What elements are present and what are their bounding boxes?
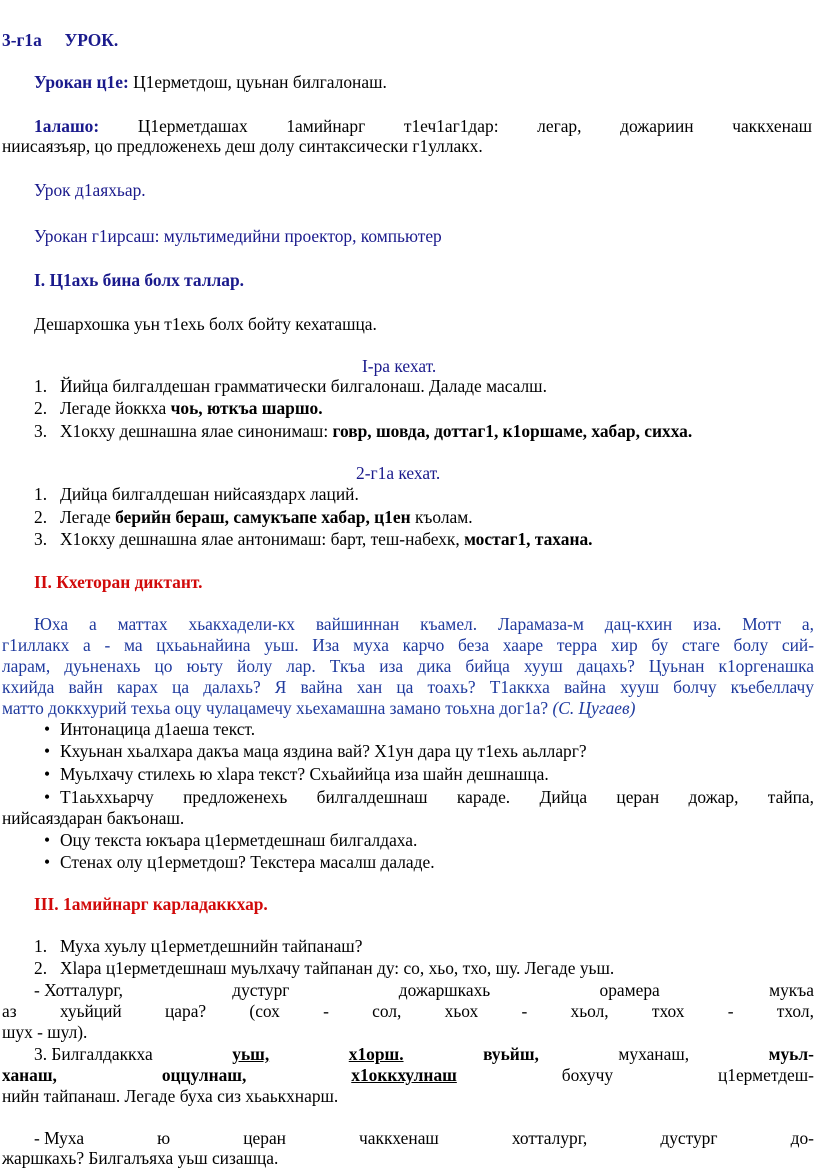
word: тхол,: [776, 1001, 814, 1021]
question-item: [34, 830, 417, 851]
card-2-item: [34, 507, 473, 528]
item-number: 2.: [34, 958, 48, 978]
topic-text: Ц1ерметдош, цуьнан билгалонаш.: [128, 72, 387, 92]
dictation-line: матто доккхурий техьа оцу чулацамечу хьехамашна замано тоьхна дог1а?: [2, 698, 549, 718]
grade-label: 3-г1а: [2, 30, 42, 50]
section-2-title: [34, 572, 202, 593]
card-1-title: I-ра кехат.: [362, 356, 437, 376]
word: хуьйций: [59, 1001, 122, 1021]
bullet-icon: •: [43, 830, 51, 850]
goal-label: 1алашо:: [34, 116, 100, 136]
section-1-intro: Дешархошка уьн т1ехь болх бойту кехаташца.: [34, 314, 377, 334]
item-text-tail: къолам.: [410, 507, 473, 527]
item-text: Дийца билгалдешан нийсаяздарх лаций.: [60, 484, 359, 504]
word: -: [727, 1001, 734, 1021]
goal-word: 1амийнарг: [286, 116, 366, 136]
review-item: [34, 958, 614, 979]
section-3-title: [34, 894, 268, 915]
question-text: Оцу текста юкъара ц1ерметдешнаш билгалдаха.: [60, 830, 418, 850]
dictation-line: кхийда вайн карах ца далахь? Я вайна хан ца тоахь? Т1аккха вайна хууш болчу къебеллачу: [2, 677, 814, 697]
item-text: Муха хуьлу ц1ерметдешнийн тайпанаш?: [60, 936, 363, 956]
word: -: [323, 1001, 329, 1021]
question-text: Интонацица д1аеша текст.: [60, 719, 256, 739]
item-text: Йийца билгалдешан грамматически билгалонаш. Даладе масалш.: [60, 376, 547, 396]
word: хьол,: [570, 1001, 609, 1021]
word: дустург: [660, 1128, 718, 1148]
card-1-item: [34, 376, 547, 397]
question-text-continued: нийсаяздаран бакъонаш.: [2, 808, 185, 828]
word: аз: [2, 1001, 17, 1021]
bullet-icon: •: [43, 852, 51, 872]
item-bold-text: берийн бераш, самукъапе хабар, ц1ен: [115, 507, 411, 527]
item-number: 2.: [34, 398, 48, 418]
question-item: [34, 741, 587, 762]
question-item: [34, 852, 435, 873]
word: ханаш,: [2, 1065, 57, 1085]
question-item: [34, 764, 549, 785]
section-1-title: I. Ц1ахь бина болх таллар.: [34, 270, 244, 290]
item-number: 2.: [34, 507, 48, 527]
section-title-text: 1амийнарг карладаккхар.: [63, 894, 268, 914]
dictation-line: ларам, дуьненахь цо юьту йолу лар. Ткъа иза дика бийца хууш дацахь? Цуьнан к1оргенашка: [2, 656, 814, 676]
item-number: 1.: [34, 484, 48, 504]
lesson-title: УРОК.: [64, 30, 119, 50]
question-text: Кхуьнан хьалхара дакъа маца яздина вай? Х1ун дара цу т1ехь аьлларг?: [60, 741, 587, 761]
dictation-text: [2, 614, 814, 719]
card-1-item: [34, 421, 692, 442]
word: ю: [157, 1128, 171, 1148]
word: вуьйш,: [483, 1044, 539, 1064]
lesson-header: [2, 30, 118, 51]
goal-word: дожариин: [620, 116, 694, 136]
item-text: Х1окху дешнашна ялае синонимаш:: [60, 421, 333, 441]
review-item-3-line: нийн тайпанаш. Легаде буха сиз хьаькхнарш.: [2, 1086, 339, 1106]
word-underlined: уьш,: [232, 1044, 270, 1064]
question-text: Стенах олу ц1ерметдош? Текстера масалш даладе.: [60, 852, 435, 872]
word: до-: [790, 1128, 814, 1148]
item-text: Хlара ц1ерметдешнаш муьлхачу тайпанан ду: со, хьо, тхо, шу. Легаде уьш.: [60, 958, 615, 978]
word: (сох: [249, 1001, 280, 1021]
item-bold-text: чоь, юткъа шаршо.: [170, 398, 323, 418]
item-text: Х1окху дешнашна ялае антонимаш: барт, теш-набехк,: [60, 529, 465, 549]
review-item-3-line: [2, 1065, 814, 1086]
goal-word: Ц1ерметдашах: [137, 116, 248, 136]
word: -: [521, 1001, 528, 1021]
dictation-line: г1иллакх а - ма цхьаьнайина уьш. Иза муха карчо беза хааре терра хир бу стаге болу сий-: [2, 635, 814, 655]
bullet-icon: •: [43, 719, 51, 739]
card-2-item: [34, 484, 359, 505]
question-item: [34, 719, 255, 740]
word: орамера: [599, 980, 660, 1000]
review-subitem-line: [2, 1001, 814, 1022]
item-number: 1.: [34, 936, 48, 956]
item-number: 3.: [34, 529, 48, 549]
item-bold-text: мостаг1, тахана.: [464, 529, 593, 549]
bullet-icon: •: [43, 787, 51, 807]
section-title-text: Кхеторан диктант.: [56, 572, 203, 592]
lesson-equipment: Урокан г1ирсаш: мультимедийни проектор, компьютер: [34, 226, 442, 246]
review-item-3-line: [34, 1044, 814, 1065]
word: цара?: [164, 1001, 207, 1021]
word: тхох: [651, 1001, 685, 1021]
word: ц1ерметдеш-: [717, 1065, 814, 1085]
word: оццулнаш,: [161, 1065, 247, 1085]
item-text: Легаде йоккха: [60, 398, 171, 418]
card-1-item: [34, 398, 323, 419]
word: дустург: [232, 980, 290, 1000]
word-underlined: х1оккхулнаш: [351, 1065, 457, 1085]
review-subitem-line: [34, 980, 814, 1001]
question-text: Муьлхачу стилехь ю хlара текст? Схьайийца иза шайн дешнашца.: [60, 764, 549, 784]
item-number: 3.: [34, 421, 48, 441]
word-underlined: х1орш.: [348, 1044, 404, 1064]
question-text: Т1аьххьарчу предложенехь билгалдешнаш караде. Дийца церан дожар, тайпа,: [60, 787, 814, 807]
word: чаккхенаш: [359, 1128, 439, 1148]
word: - Хотталург,: [34, 980, 123, 1000]
dictation-line: Юха а маттах хьакхадели-кх вайшиннан къамел. Ларамаза-м дац-кхин иза. Мотт а,: [34, 614, 814, 634]
word: муханаш,: [618, 1044, 690, 1064]
word: муьл-: [768, 1044, 814, 1064]
section-number: III.: [34, 894, 59, 914]
word: дожаршкахь: [398, 980, 491, 1000]
lesson-topic: [34, 72, 387, 93]
question-item: [34, 787, 814, 808]
word: - Муха: [34, 1128, 85, 1148]
word: хотталург,: [511, 1128, 588, 1148]
word: бохучу: [561, 1065, 614, 1085]
review-subitem-line: шух - шул).: [2, 1022, 88, 1042]
bullet-icon: •: [43, 741, 51, 761]
goal-word: легар,: [537, 116, 582, 136]
lesson-type: Урок д1аяхьар.: [34, 180, 146, 200]
dictation-author: (С. Цугаев): [552, 698, 636, 718]
card-2-title: 2-г1а кехат.: [356, 463, 441, 483]
goal-word: чаккхенаш: [732, 116, 812, 136]
item-number: 1.: [34, 376, 48, 396]
topic-label: Урокан ц1е:: [34, 72, 129, 92]
word: мукъа: [769, 980, 814, 1000]
lesson-goal: [34, 116, 812, 137]
bullet-icon: •: [43, 764, 51, 784]
word: церан: [243, 1128, 286, 1148]
review-item: [34, 936, 362, 957]
word: сол,: [372, 1001, 402, 1021]
section-number: II.: [34, 572, 52, 592]
item-bold-text: говр, шовда, доттаг1, к1оршаме, хабар, сихха.: [332, 421, 693, 441]
item-text: Легаде: [60, 507, 116, 527]
goal-word: т1еч1аг1дар:: [403, 116, 499, 136]
review-subitem-2-line: [34, 1128, 814, 1149]
card-2-item: [34, 529, 593, 550]
word: 3. Билгалдаккха: [34, 1044, 153, 1064]
review-subitem-2-line: жаршкахь? Билгалъяха уьш сизашца.: [2, 1148, 279, 1168]
word: хьох: [444, 1001, 479, 1021]
goal-line-2: ниисаязъяр, цо предложенехь деш долу синтаксически г1уллакх.: [2, 136, 483, 156]
